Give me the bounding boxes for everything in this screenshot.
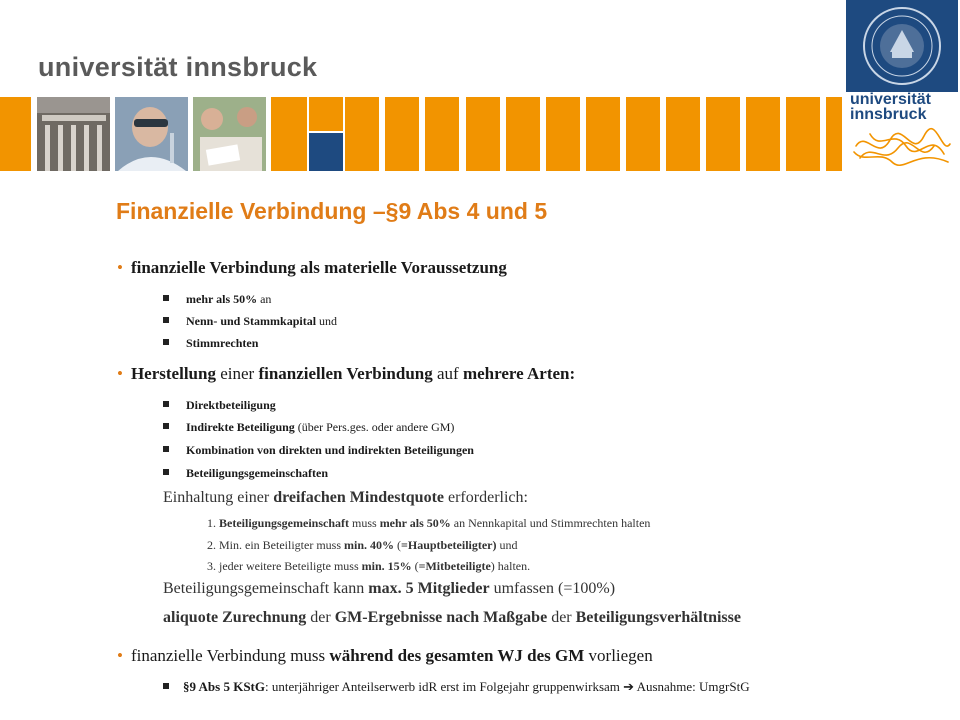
paragraph-mindestquote: Einhaltung einer dreifachen Mindestquote erforderlich: — [163, 489, 528, 506]
bullet-dot: • — [117, 258, 123, 277]
square-bullet-icon — [163, 295, 169, 301]
sub-item: mehr als 50% an — [163, 292, 271, 307]
sub-item-kstg: §9 Abs 5 KStG: unterjähriger Anteilserwerb idR erst im Folgejahr gruppenwirksam ➔ Ausnahme: UmgrStG — [163, 679, 750, 695]
sub-item: Indirekte Beteiligung (über Pers.ges. oder andere GM) — [163, 420, 454, 435]
bullet-1-text: finanzielle Verbindung als materielle Voraussetzung — [130, 258, 507, 277]
sub-item: Beteiligungsgemeinschaften — [163, 466, 328, 481]
numbered-item-1: 1. Beteiligungsgemeinschaft muss mehr als 50% an Nennkapital und Stimmrechten halten — [207, 516, 651, 530]
numbered-item-3: 3. jeder weitere Beteiligte muss min. 15% (=Mitbeteiligte) halten. — [207, 559, 531, 573]
paragraph-mitglieder: Beteiligungsgemeinschaft kann max. 5 Mitglieder umfassen (=100%) — [163, 580, 616, 597]
square-bullet-icon — [163, 401, 169, 407]
university-name: universität innsbruck — [38, 52, 318, 82]
bullet-2: • Herstellung einer finanziellen Verbindung auf mehrere Arten: — [117, 364, 576, 383]
square-bullet-icon — [163, 683, 169, 689]
sub-item: Kombination von direkten und indirekten Beteiligungen — [163, 443, 474, 458]
square-bullet-icon — [163, 446, 169, 452]
logo-text-line2: innsbruck — [850, 106, 927, 123]
logo-text-line1: universität — [850, 91, 931, 108]
numbered-item-2: 2. Min. ein Beteiligter muss min. 40% (=Hauptbeteiligter) und — [207, 538, 518, 552]
slide-title: Finanzielle Verbindung –§9 Abs 4 und 5 — [116, 198, 548, 224]
square-bullet-icon — [163, 423, 169, 429]
sub-item: Nenn- und Stammkapital und — [163, 314, 337, 329]
bullet-1 — [117, 258, 507, 278]
arrow-right-icon: ➔ — [623, 679, 635, 694]
square-bullet-icon — [163, 339, 169, 345]
bullet-3: • finanzielle Verbindung muss während des gesamten WJ des GM vorliegen — [117, 646, 653, 665]
square-bullet-icon — [163, 317, 169, 323]
sub-item: Stimmrechten — [163, 336, 258, 351]
bullet-dot: • — [117, 364, 123, 383]
bullet-dot: • — [117, 646, 123, 665]
paragraph-zurechnung: aliquote Zurechnung der GM-Ergebnisse nach Maßgabe der Beteiligungsverhältnisse — [163, 609, 741, 626]
sub-item: Direktbeteiligung — [163, 398, 276, 413]
square-bullet-icon — [163, 469, 169, 475]
